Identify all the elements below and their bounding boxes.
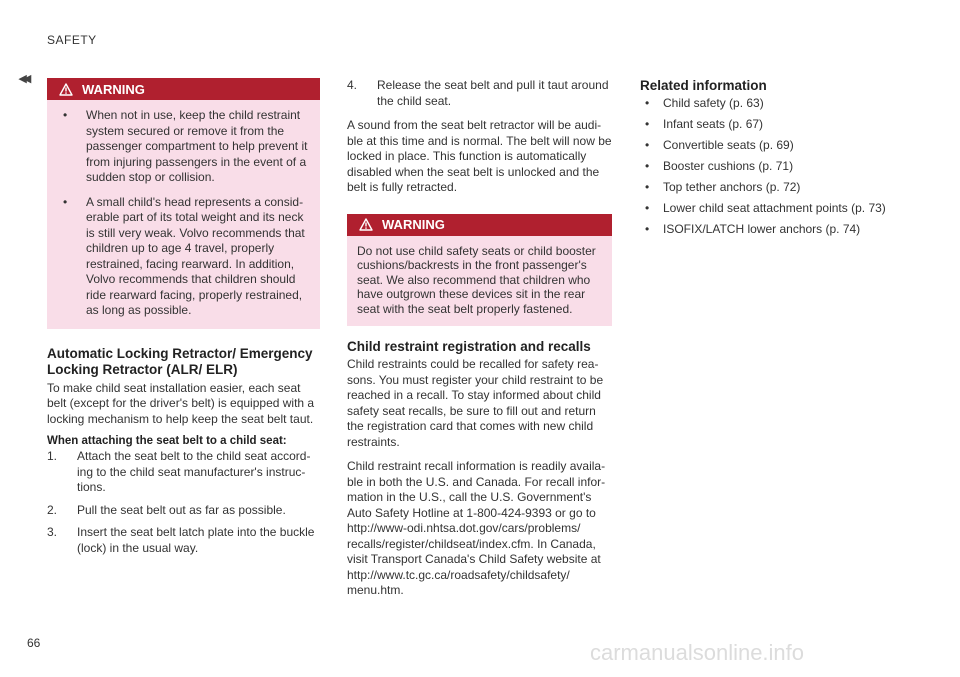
related-link[interactable]: • Infant seats (p. 67) (640, 117, 910, 132)
related-link[interactable]: • Lower child seat attachment points (p. 73) (640, 201, 910, 216)
back-chevrons-icon[interactable]: ◂◂ (19, 70, 29, 87)
related-link[interactable]: • Convertible seats (p. 69) (640, 138, 910, 153)
watermark: carmanualsonline.info (590, 640, 805, 665)
warning-body-2 (347, 236, 612, 327)
related-heading: Related information (640, 78, 767, 93)
warning-header-2 (347, 214, 612, 236)
related-link[interactable]: • Child safety (p. 63) (640, 96, 910, 111)
related-link[interactable]: • ISOFIX/LATCH lower anchors (p. 74) (640, 222, 910, 237)
alr-intro: To make child seat installation easier, each seat belt (except for the driver's belt) is equipped with a locking mechanism to help keep the seat belt taut. (47, 380, 315, 426)
related-link[interactable]: • Booster cushions (p. 71) (640, 159, 910, 174)
warning-item: • When not in use, keep the child restraint system secured or remove it from the passenger compartment to help prevent it from injuring passengers in the event of a sudden stop or collision. (57, 108, 310, 186)
alr-after-text: A sound from the seat belt retractor will be audi-ble at this time and is normal. The belt will now be locked in place. This function is automatically disabled when the seat belt is unlocked and the belt is fully retracted. (347, 118, 612, 194)
warning-text-2: Do not use child safety seats or child booster cushions/backrests in the front passenger's seat. We also recommend that children who have outgrown these devices sit in the rear seat with the seat belt properly fastened. (357, 243, 596, 316)
list-item: 4. Release the seat belt and pull it taut around the child seat. (347, 78, 609, 108)
warning-box-2 (347, 214, 612, 327)
recalls-paragraph-1: Child restraints could be recalled for safety rea-sons. You must register your child restraint to be reached in a recall. To stay informed about child safety seat recalls, be sure to fill out and return the registration card that comes with new child restraints. (347, 357, 604, 449)
warning-title-2: WARNING (382, 217, 445, 232)
warning-body-1 (47, 100, 320, 329)
recalls-paragraph-2: Child restraint recall information is readily availa-ble in both the U.S. and Canada. For recall infor-mation in the U.S., call the U.S. Government's Auto Safety Hotline at 1-800-424-9393 or go to http://www-odi.nhtsa.dot.gov/cars/problems/ recalls/register/childseat/index.cfm. In Canada, visit Transport Canada's Child Safety website at http://www.tc.gc.ca/roadsafety/childsafety/ menu.htm. (347, 459, 606, 597)
list-item: 2. Pull the seat belt out as far as possible. (47, 502, 286, 517)
warning-item: • A small child's head represents a consid-erable part of its total weight and its neck is still very weak. Volvo recommends that children up to age 4 travel, properly restrained, facing rearward. In addition, Volvo recommends that children should ride rearward facing, properly restrained, as long as possible. (57, 195, 310, 319)
warning-header-1 (47, 78, 320, 100)
list-item: 1. Attach the seat belt to the child seat accord-ing to the child seat manufacturer's instruc-tions. (47, 449, 311, 494)
warning-box-1 (47, 78, 320, 329)
column-middle (347, 78, 612, 599)
warning-triangle-icon (359, 218, 373, 231)
alr-heading: Automatic Locking Retractor/ Emergency Locking Retractor (ALR/ ELR) (47, 345, 313, 377)
alr-subhead: When attaching the seat belt to a child seat: (47, 435, 287, 447)
warning-title-1: WARNING (82, 81, 145, 97)
related-list (640, 96, 910, 237)
section-header: SAFETY (47, 33, 97, 47)
warning-triangle-icon (59, 83, 73, 96)
page-number: 66 (27, 636, 41, 650)
alr-steps-list (47, 449, 320, 556)
column-right (640, 78, 910, 243)
related-link[interactable]: • Top tether anchors (p. 72) (640, 180, 910, 195)
column-left (47, 78, 320, 556)
list-item: 3. Insert the seat belt latch plate into the buckle (lock) in the usual way. (47, 525, 315, 555)
alr-steps-continued (347, 78, 612, 109)
recalls-heading: Child restraint registration and recalls (347, 339, 591, 354)
